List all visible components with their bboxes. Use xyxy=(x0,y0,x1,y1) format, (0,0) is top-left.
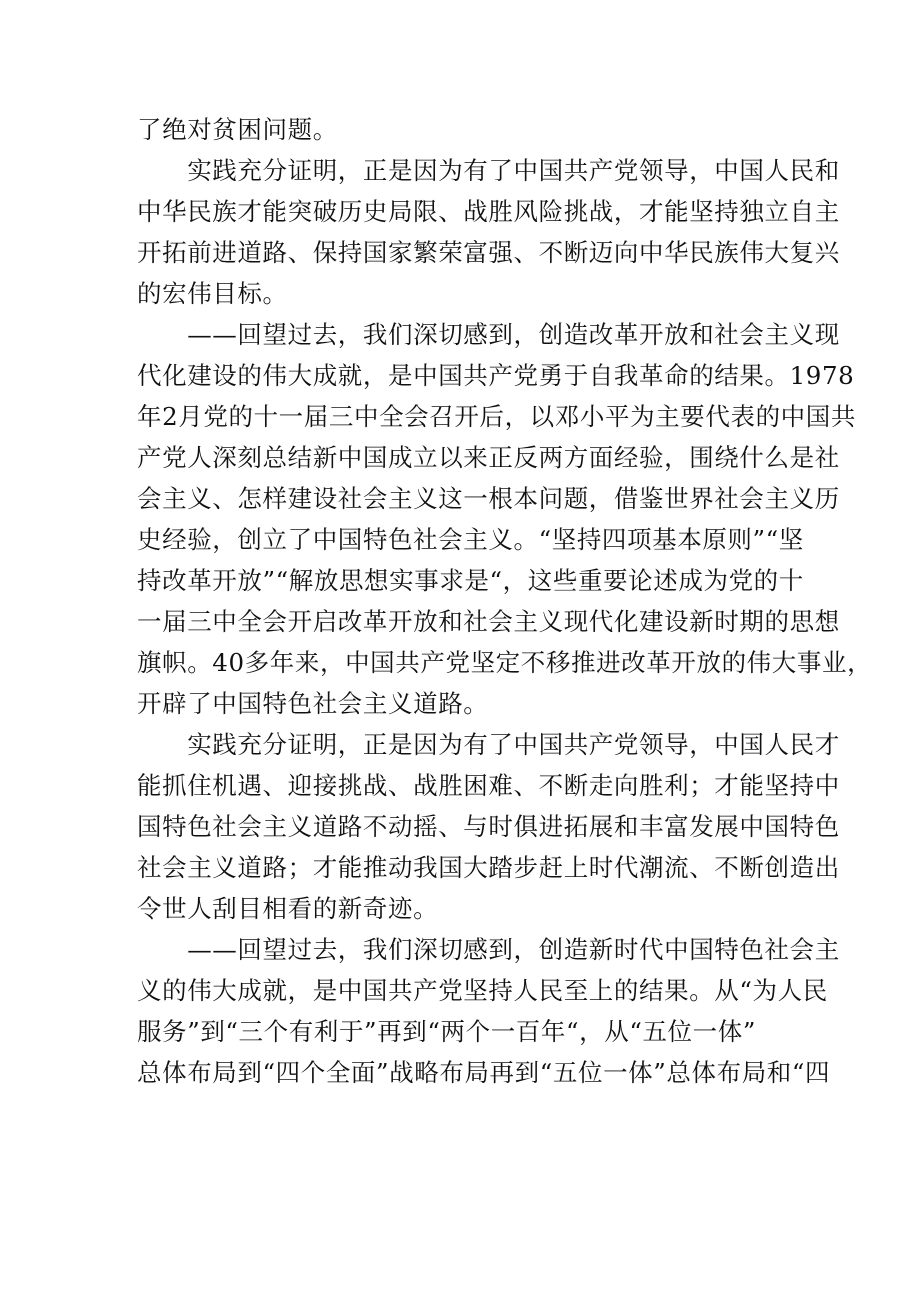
text-line: 会主义、怎样建设社会主义这一根本问题，借鉴世界社会主义历 xyxy=(137,484,840,513)
text-line: 实践充分证明，正是因为有了中国共产党领导，中国人民和 xyxy=(137,156,840,185)
text-line: 旗帜。40多年来，中国共产党坚定不移推进改革开放的伟大事业， xyxy=(137,648,873,677)
text-line: 的宏伟目标。 xyxy=(137,279,288,308)
text-line: 产党人深刻总结新中国成立以来正反两方面经验，围绕什么是社 xyxy=(137,443,840,472)
text-line: 社会主义道路；才能推动我国大踏步赶上时代潮流、不断创造出 xyxy=(137,853,840,882)
text-line: 实践充分证明，正是因为有了中国共产党领导，中国人民才 xyxy=(137,730,840,759)
text-line: 令世人刮目相看的新奇迹。 xyxy=(137,894,439,923)
text-line: 开拓前进道路、保持国家繁荣富强、不断迈向中华民族伟大复兴 xyxy=(137,238,840,267)
body-text xyxy=(137,109,873,1093)
text-line: 年2月党的十一届三中全会召开后，以邓小平为主要代表的中国共 xyxy=(137,402,856,431)
text-line: 服务”到“三个有利于”再到“两个一百年“，从“五位一体” xyxy=(137,1017,756,1046)
text-line: 国特色社会主义道路不动摇、与时俱进拓展和丰富发展中国特色 xyxy=(137,812,840,841)
text-line: 了绝对贫困问题。 xyxy=(137,115,338,144)
text-line: 一届三中全会开启改革开放和社会主义现代化建设新时期的思想 xyxy=(137,607,840,636)
text-line: ——回望过去，我们深切感到，创造改革开放和社会主义现 xyxy=(137,320,840,349)
text-line: 开辟了中国特色社会主义道路。 xyxy=(137,689,489,718)
text-line: 总体布局到“四个全面”战略布局再到“五位一体”总体布局和“四 xyxy=(137,1058,831,1087)
text-line: 史经验，创立了中国特色社会主义。“坚持四项基本原则”“坚 xyxy=(137,525,804,554)
text-line: ——回望过去，我们深切感到，创造新时代中国特色社会主 xyxy=(137,935,840,964)
text-line: 持改革开放”“解放思想实事求是“，这些重要论述成为党的十 xyxy=(137,566,804,595)
text-line: 能抓住机遇、迎接挑战、战胜困难、不断走向胜利；才能坚持中 xyxy=(137,771,840,800)
text-line: 代化建设的伟大成就，是中国共产党勇于自我革命的结果。1978 xyxy=(137,361,855,390)
text-line: 义的伟大成就，是中国共产党坚持人民至上的结果。从“为人民 xyxy=(137,976,828,1005)
text-line: 中华民族才能突破历史局限、战胜风险挑战，才能坚持独立自主 xyxy=(137,197,840,226)
